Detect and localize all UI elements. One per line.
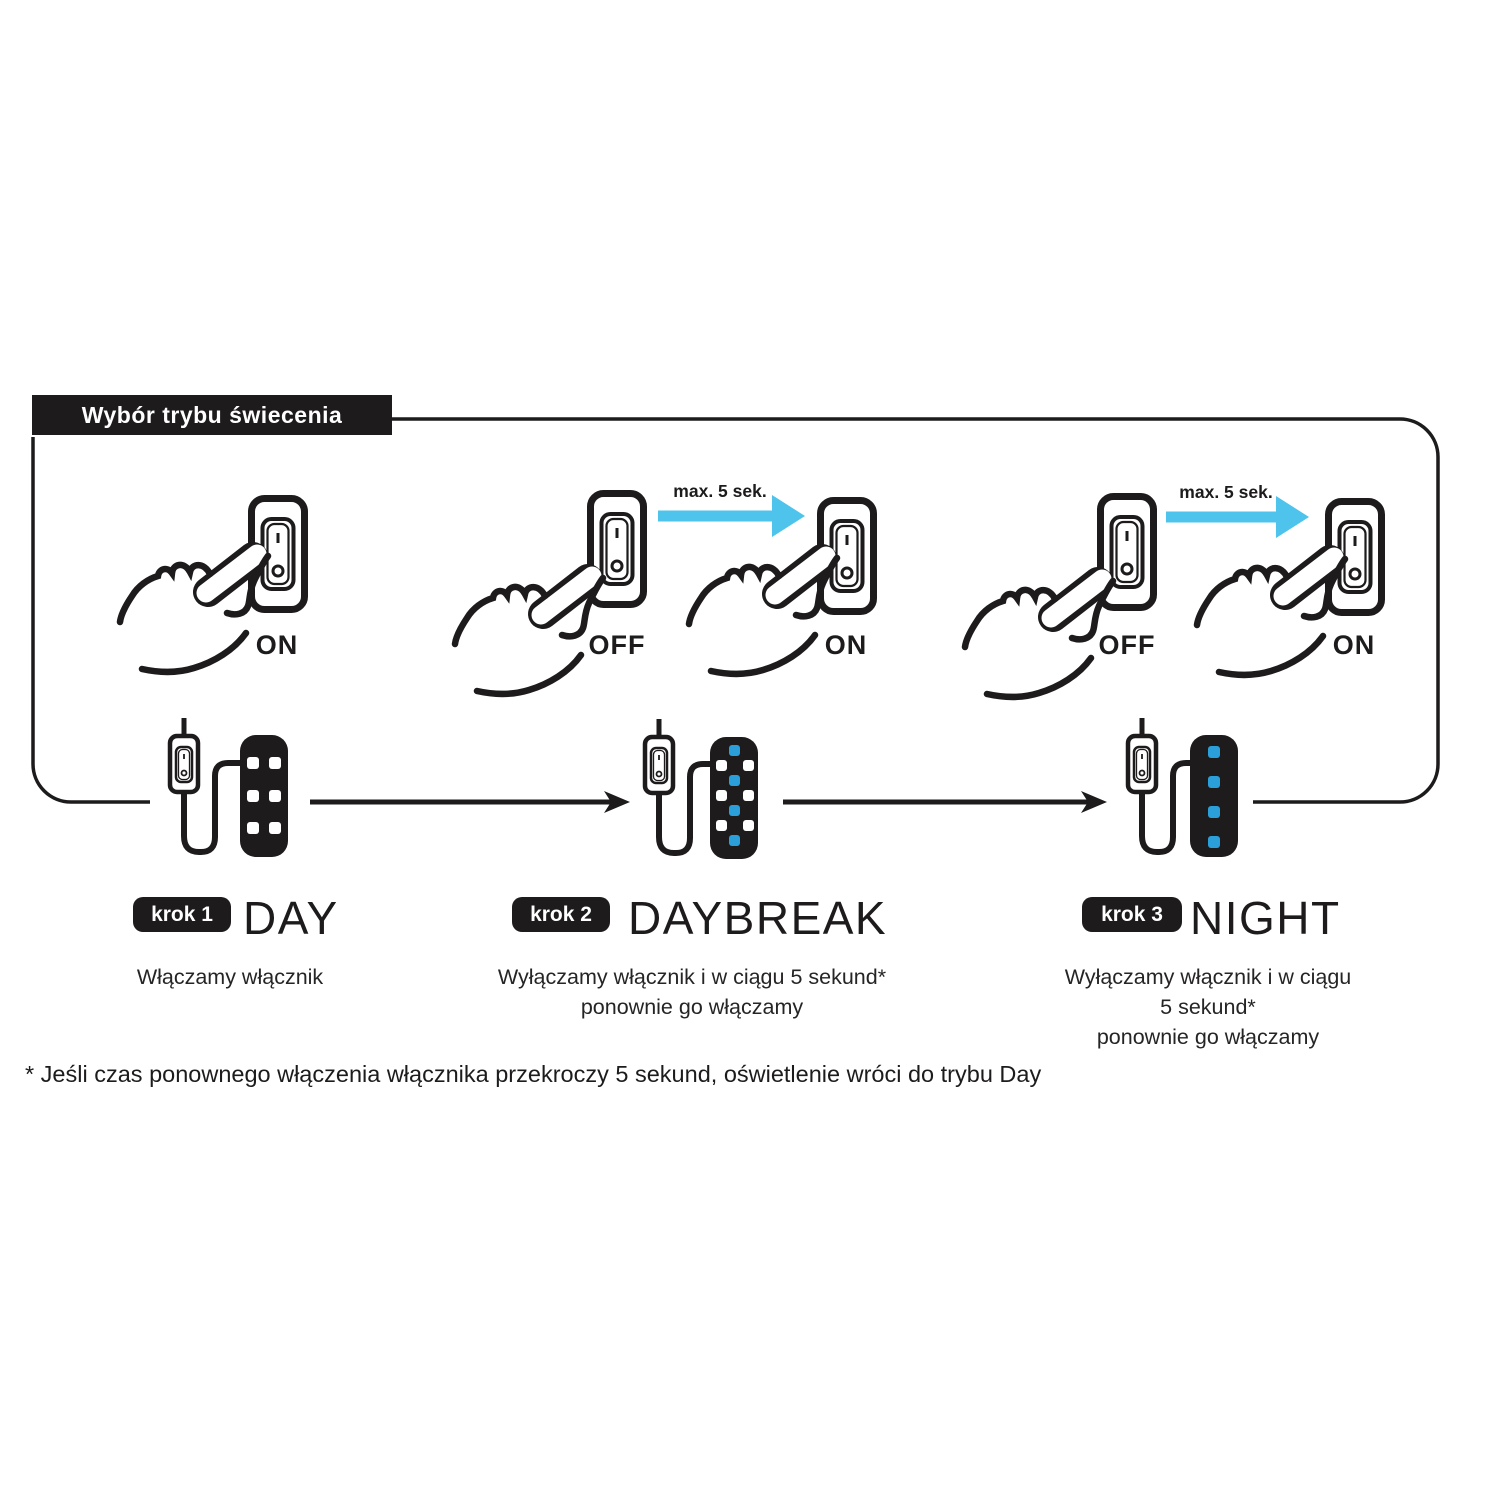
led-blue bbox=[729, 835, 740, 846]
led-white bbox=[743, 820, 754, 831]
cord-switch-step1 bbox=[170, 718, 244, 852]
step-name-night: NIGHT bbox=[1190, 892, 1341, 944]
led-panel-day bbox=[240, 735, 288, 857]
switch-state-label: ON bbox=[255, 630, 299, 660]
description-line: Wyłączamy włącznik i w ciągu 5 sekund* bbox=[497, 965, 887, 989]
description-line: ponownie go włączamy bbox=[580, 995, 804, 1019]
step-badge-3: krok 3 bbox=[1082, 897, 1182, 932]
step-name-daybreak: DAYBREAK bbox=[628, 892, 888, 944]
led-blue bbox=[1208, 836, 1220, 848]
pressing-hand-step2-off bbox=[455, 576, 603, 694]
led-panel-daybreak bbox=[710, 737, 758, 859]
led-white bbox=[743, 790, 754, 801]
description-line: ponownie go włączamy bbox=[1096, 1025, 1320, 1049]
led-blue bbox=[1208, 806, 1220, 818]
step-name-day: DAY bbox=[243, 892, 339, 944]
pressing-hand-step1-on bbox=[120, 554, 268, 672]
max-5-sek-label: max. 5 sek. bbox=[1179, 482, 1273, 502]
led-white bbox=[716, 790, 727, 801]
led-white bbox=[247, 757, 259, 769]
step-badge-2: krok 2 bbox=[512, 897, 610, 932]
switch-state-label: OFF bbox=[1098, 630, 1156, 660]
led-white bbox=[716, 760, 727, 771]
switch-state-label: ON bbox=[824, 630, 868, 660]
description-line: Włączamy włącznik bbox=[136, 965, 324, 989]
description-line: Wyłączamy włącznik i w ciągu 5 sekund* bbox=[1064, 965, 1352, 1019]
led-white bbox=[743, 760, 754, 771]
step-description-1 bbox=[137, 962, 323, 992]
led-blue bbox=[1208, 776, 1220, 788]
led-blue bbox=[729, 775, 740, 786]
led-white bbox=[247, 822, 259, 834]
led-blue bbox=[729, 745, 740, 756]
led-blue bbox=[729, 805, 740, 816]
switch-state-label: ON bbox=[1332, 630, 1376, 660]
led-white bbox=[269, 822, 281, 834]
led-blue bbox=[1208, 746, 1220, 758]
switch-state-label: OFF bbox=[588, 630, 646, 660]
pressing-hand-step2-on bbox=[689, 556, 837, 674]
flow-arrow-daybreak-to-night bbox=[783, 791, 1107, 813]
pressing-hand-step3-on bbox=[1197, 557, 1345, 675]
led-white bbox=[269, 790, 281, 802]
step-badge-1: krok 1 bbox=[133, 897, 231, 932]
led-white bbox=[269, 757, 281, 769]
section-title: Wybór trybu świecenia bbox=[32, 395, 392, 435]
step-description-3 bbox=[1062, 962, 1354, 1052]
step-description-2 bbox=[498, 962, 886, 1022]
footnote: * Jeśli czas ponownego włączenia włącznika przekroczy 5 sekund, oświetlenie wróci do trybu Day bbox=[25, 1061, 1042, 1087]
max-5-sek-label: max. 5 sek. bbox=[673, 481, 767, 501]
led-panel-night bbox=[1190, 735, 1238, 857]
led-white bbox=[716, 820, 727, 831]
pressing-hand-step3-off bbox=[965, 579, 1113, 697]
flow-arrow-day-to-daybreak bbox=[310, 791, 630, 813]
cord-switch-step2 bbox=[645, 719, 719, 853]
led-white bbox=[247, 790, 259, 802]
